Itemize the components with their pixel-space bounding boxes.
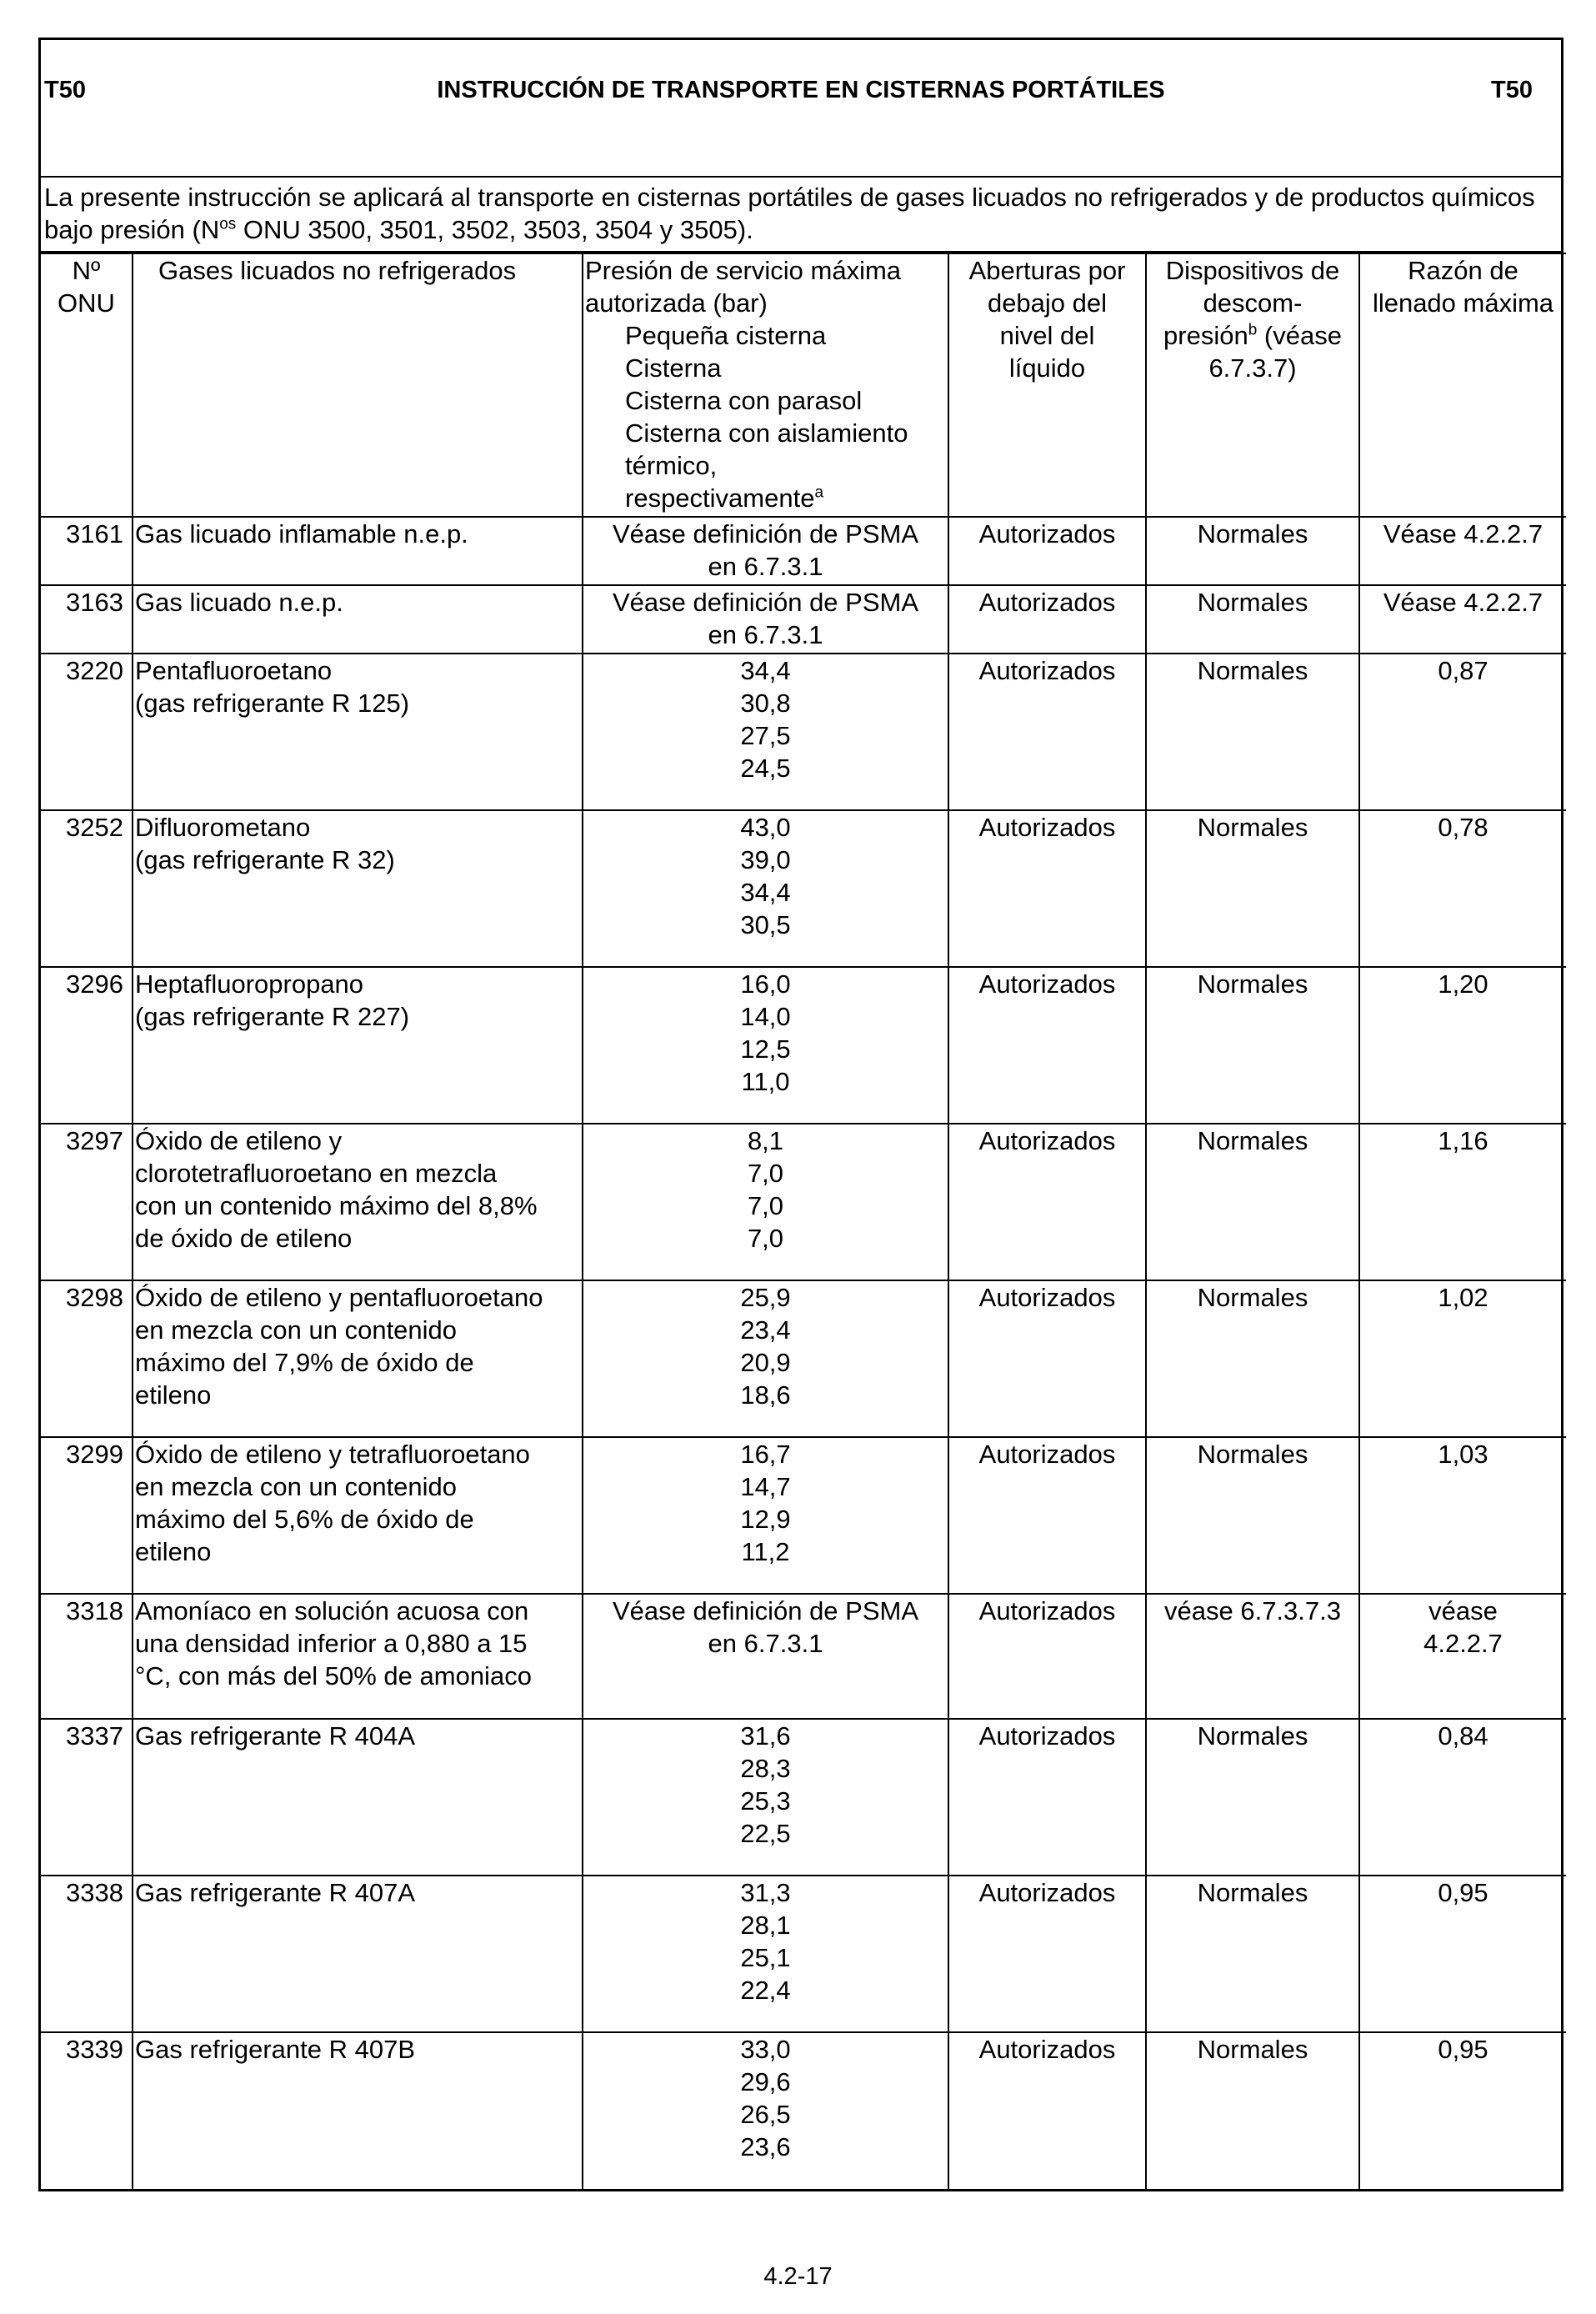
filling-ratio-value: 0,78: [1438, 813, 1488, 842]
un-number-cell: [41, 585, 133, 654]
gas-name-line: con un contenido máximo del 8,8%: [135, 1191, 538, 1220]
un-number-cell: [41, 810, 133, 967]
intro-paragraph: [41, 178, 1561, 253]
table-row: [41, 585, 1566, 654]
gas-name-line: máximo del 7,9% de óxido de: [135, 1348, 474, 1377]
relief-value: Normales: [1197, 519, 1308, 548]
gas-name-line: etileno: [135, 1537, 212, 1566]
relief-line3: [1148, 319, 1357, 352]
pressure-sub-sunshield: Cisterna con parasol: [625, 386, 863, 415]
openings-cell: [948, 1876, 1146, 2032]
relief-cell: [1146, 1124, 1359, 1280]
pressure-cell: [583, 654, 948, 810]
gas-name-line: Gas licuado n.e.p.: [135, 588, 343, 617]
relief-value: Normales: [1197, 1721, 1308, 1751]
gas-name-line: en mezcla con un contenido: [135, 1315, 458, 1345]
gas-name-line: Pentafluoroetano: [135, 656, 333, 685]
document-header: [41, 40, 1561, 178]
gas-name-cell: [133, 1437, 583, 1594]
un-number: 3163: [66, 588, 123, 617]
pressure-cell: [583, 1437, 948, 1594]
openings-line3: nivel del: [999, 321, 1095, 350]
un-number: 3299: [66, 1440, 123, 1469]
table-row: [41, 1594, 1566, 1719]
gas-name-line: °C, con más del 50% de amoniaco: [135, 1661, 532, 1690]
pressure-value: 7,0: [747, 1191, 784, 1220]
pressure-value: 16,7: [740, 1440, 791, 1469]
pressure-value: 30,8: [740, 689, 791, 718]
pressure-value: en 6.7.3.1: [708, 620, 823, 649]
pressure-value: 14,0: [740, 1002, 791, 1031]
un-number: 3297: [66, 1126, 123, 1155]
gas-name-line: Amoníaco en solución acuosa con: [135, 1596, 529, 1625]
gas-name-cell: [133, 2032, 583, 2189]
gas-name-line: Óxido de etileno y tetrafluoroetano: [135, 1440, 530, 1469]
pressure-value: 33,0: [740, 2035, 791, 2064]
pressure-value: 7,0: [747, 1159, 784, 1188]
page-number: 4.2-17: [763, 2263, 833, 2290]
gas-name-line: Difluorometano: [135, 813, 311, 842]
fill-line1: Razón de: [1408, 256, 1518, 285]
pressure-value: 23,6: [740, 2132, 791, 2161]
relief-line1: Dispositivos de: [1165, 256, 1340, 285]
pressure-value: 22,5: [740, 1819, 791, 1848]
openings-value: Autorizados: [978, 1283, 1116, 1312]
openings-value: Autorizados: [978, 519, 1116, 548]
un-number-cell: [41, 1437, 133, 1594]
gas-name-cell: [133, 1594, 583, 1719]
un-number: 3296: [66, 969, 123, 999]
pressure-cell: [583, 1594, 948, 1719]
relief-cell: [1146, 1594, 1359, 1719]
pressure-value: 8,1: [747, 1126, 784, 1155]
relief-cell: [1146, 2032, 1359, 2189]
filling-ratio-value: 1,02: [1438, 1283, 1488, 1312]
un-number-cell: [41, 967, 133, 1124]
relief-value: Normales: [1197, 656, 1308, 685]
gas-name-line: (gas refrigerante R 32): [135, 845, 395, 874]
pressure-value: 25,9: [740, 1283, 791, 1312]
instruction-code-left: T50: [44, 77, 86, 103]
gas-name-cell: [133, 810, 583, 967]
relief-value: Normales: [1197, 1878, 1308, 1907]
relief-value: Normales: [1197, 1440, 1308, 1469]
instruction-code-right: T50: [1491, 77, 1533, 103]
filling-ratio-value: 1,20: [1438, 969, 1488, 999]
pressure-value: 26,5: [740, 2100, 791, 2129]
un-number: 3337: [66, 1721, 123, 1751]
col-header-pressure: [583, 253, 948, 517]
gas-name-line: clorotetrafluoroetano en mezcla: [135, 1159, 498, 1188]
openings-cell: [948, 2032, 1146, 2189]
un-number: 3252: [66, 813, 123, 842]
openings-cell: [948, 517, 1146, 585]
openings-value: Autorizados: [978, 1126, 1116, 1155]
relief-value: Normales: [1197, 1283, 1308, 1312]
openings-cell: [948, 654, 1146, 810]
pressure-value: 34,4: [740, 878, 791, 907]
pressure-cell: [583, 517, 948, 585]
table-row: [41, 810, 1566, 967]
openings-cell: [948, 1594, 1146, 1719]
gas-name-cell: [133, 1876, 583, 2032]
un-number: 3298: [66, 1283, 123, 1312]
pressure-value: 22,4: [740, 1976, 791, 2005]
filling-ratio-cell: [1359, 585, 1566, 654]
relief-cell: [1146, 654, 1359, 810]
relief-cell: [1146, 967, 1359, 1124]
col-header-openings: [948, 253, 1146, 517]
openings-cell: [948, 1437, 1146, 1594]
table-row: [41, 1437, 1566, 1594]
pressure-cell: [583, 1124, 948, 1280]
un-number-cell: [41, 654, 133, 810]
relief-line2: descom-: [1203, 288, 1303, 318]
filling-ratio-cell: [1359, 1437, 1566, 1594]
relief-line3-sup: b: [1248, 321, 1258, 339]
col-header-un-line2: ONU: [58, 288, 115, 318]
pressure-value: 12,9: [740, 1505, 791, 1534]
table-row: [41, 1280, 1566, 1437]
pressure-value: Véase definición de PSMA: [612, 588, 919, 617]
filling-ratio-value: Véase 4.2.2.7: [1383, 519, 1543, 548]
openings-value: Autorizados: [978, 1440, 1116, 1469]
filling-ratio-cell: [1359, 1124, 1566, 1280]
relief-value: Normales: [1197, 813, 1308, 842]
pressure-value: 18,6: [740, 1380, 791, 1410]
pressure-cell: [583, 585, 948, 654]
pressure-cell: [583, 2032, 948, 2189]
intro-text-after: ONU 3500, 3501, 3502, 3503, 3504 y 3505).: [236, 215, 753, 244]
gas-name-line: Gas refrigerante R 404A: [135, 1721, 416, 1751]
filling-ratio-cell: [1359, 1719, 1566, 1876]
gas-name-cell: [133, 517, 583, 585]
pressure-cell: [583, 967, 948, 1124]
table-row: [41, 517, 1566, 585]
instruction-document: [38, 38, 1563, 2191]
pressure-value: 39,0: [740, 845, 791, 874]
filling-ratio-cell: [1359, 1876, 1566, 2032]
relief-value: Normales: [1197, 969, 1308, 999]
pressure-cell: [583, 1280, 948, 1437]
pressure-cell: [583, 1876, 948, 2032]
pressure-sub-thermal: térmico,: [625, 451, 718, 480]
filling-ratio-value: 4.2.2.7: [1423, 1629, 1503, 1658]
filling-ratio-value: Véase 4.2.2.7: [1383, 588, 1543, 617]
filling-ratio-cell: [1359, 654, 1566, 810]
relief-cell: [1146, 810, 1359, 967]
intro-superscript: os: [219, 215, 237, 233]
relief-value: véase 6.7.3.7.3: [1164, 1596, 1341, 1625]
pressure-value: 16,0: [740, 969, 791, 999]
pressure-value: Véase definición de PSMA: [612, 1596, 919, 1625]
gas-name-line: de óxido de etileno: [135, 1224, 353, 1253]
pressure-value: 11,0: [741, 1067, 790, 1096]
un-number-cell: [41, 2032, 133, 2189]
gas-name-line: Gas refrigerante R 407B: [135, 2035, 416, 2064]
relief-cell: [1146, 1280, 1359, 1437]
gas-name-cell: [133, 967, 583, 1124]
pressure-last-text: respectivamente: [625, 483, 815, 513]
filling-ratio-value: 0,95: [1438, 1878, 1488, 1907]
table-header-row: [41, 253, 1566, 517]
openings-value: Autorizados: [978, 656, 1116, 685]
filling-ratio-cell: [1359, 517, 1566, 585]
openings-value: Autorizados: [978, 969, 1116, 999]
gas-name-line: (gas refrigerante R 227): [135, 1002, 410, 1031]
pressure-cell: [583, 1719, 948, 1876]
un-number: 3318: [66, 1596, 123, 1625]
document-title: INSTRUCCIÓN DE TRANSPORTE EN CISTERNAS PORTÁTILES: [437, 77, 1165, 103]
relief-line3-post: (véase: [1257, 321, 1342, 350]
pressure-value: 7,0: [747, 1224, 784, 1253]
pressure-sub-insulated: Cisterna con aislamiento: [625, 418, 908, 448]
openings-cell: [948, 810, 1146, 967]
fill-line2: llenado máxima: [1372, 288, 1554, 318]
un-number-cell: [41, 1124, 133, 1280]
gas-name-cell: [133, 1124, 583, 1280]
col-header-relief: [1146, 253, 1359, 517]
filling-ratio-value: 0,95: [1438, 2035, 1488, 2064]
pressure-sub-small-tank: Pequeña cisterna: [625, 321, 827, 350]
openings-value: Autorizados: [978, 588, 1116, 617]
un-number-cell: [41, 517, 133, 585]
pressure-sub-tank: Cisterna: [625, 353, 722, 383]
pressure-value: en 6.7.3.1: [708, 1629, 823, 1658]
gas-name-line: máximo del 5,6% de óxido de: [135, 1505, 474, 1534]
col-header-pressure-subitems: [585, 319, 946, 514]
pressure-value: 27,5: [740, 721, 791, 750]
relief-cell: [1146, 1876, 1359, 2032]
gas-name-line: Gas licuado inflamable n.e.p.: [135, 519, 468, 548]
filling-ratio-value: 1,16: [1438, 1126, 1488, 1155]
table-row: [41, 967, 1566, 1124]
relief-value: Normales: [1197, 1126, 1308, 1155]
gas-name-line: (gas refrigerante R 125): [135, 689, 410, 718]
pressure-value: 23,4: [740, 1315, 791, 1345]
pressure-value: 28,1: [740, 1911, 791, 1940]
openings-cell: [948, 585, 1146, 654]
filling-ratio-cell: [1359, 810, 1566, 967]
openings-value: Autorizados: [978, 1878, 1116, 1907]
openings-line4: líquido: [1008, 353, 1086, 383]
un-number: 3220: [66, 656, 123, 685]
relief-line3-pre: presión: [1163, 321, 1248, 350]
table-row: [41, 2032, 1566, 2189]
openings-line1: Aberturas por: [968, 256, 1126, 285]
openings-cell: [948, 967, 1146, 1124]
gas-name-cell: [133, 1280, 583, 1437]
gas-name-cell: [133, 585, 583, 654]
table-body: [41, 517, 1566, 2189]
un-number-cell: [41, 1594, 133, 1719]
filling-ratio-value: 0,84: [1438, 1721, 1488, 1751]
pressure-value: 31,3: [740, 1878, 791, 1907]
relief-value: Normales: [1197, 588, 1308, 617]
filling-ratio-value: véase: [1428, 1596, 1498, 1625]
pressure-value: 14,7: [740, 1472, 791, 1501]
filling-ratio-value: 1,03: [1438, 1440, 1488, 1469]
gas-name-line: una densidad inferior a 0,880 a 15: [135, 1629, 528, 1658]
gas-name-line: Gas refrigerante R 407A: [135, 1878, 416, 1907]
table-row: [41, 1876, 1566, 2032]
pressure-value: 25,3: [740, 1786, 791, 1816]
gas-name-line: Heptafluoropropano: [135, 969, 364, 999]
filling-ratio-value: 0,87: [1438, 656, 1488, 685]
gases-table: [41, 253, 1566, 2189]
gas-name-line: etileno: [135, 1380, 212, 1410]
gas-name-line: Óxido de etileno y: [135, 1126, 343, 1155]
un-number: 3339: [66, 2035, 123, 2064]
openings-line2: debajo del: [987, 288, 1108, 318]
un-number-cell: [41, 1719, 133, 1876]
gas-name-cell: [133, 1719, 583, 1876]
pressure-cell: [583, 810, 948, 967]
openings-value: Autorizados: [978, 813, 1116, 842]
un-number-cell: [41, 1876, 133, 2032]
pressure-value: 20,9: [740, 1348, 791, 1377]
openings-cell: [948, 1280, 1146, 1437]
relief-cell: [1146, 585, 1359, 654]
gas-name-cell: [133, 654, 583, 810]
pressure-value: 25,1: [740, 1943, 791, 1972]
pressure-value: 31,6: [740, 1721, 791, 1751]
pressure-value: en 6.7.3.1: [708, 552, 823, 581]
pressure-value: 29,6: [740, 2067, 791, 2096]
openings-value: Autorizados: [978, 1596, 1116, 1625]
pressure-value: Véase definición de PSMA: [612, 519, 919, 548]
relief-cell: [1146, 1437, 1359, 1594]
pressure-value: 12,5: [740, 1034, 791, 1064]
table-row: [41, 654, 1566, 810]
openings-value: Autorizados: [978, 1721, 1116, 1751]
table-row: [41, 1719, 1566, 1876]
un-number: 3161: [66, 519, 123, 548]
pressure-value: 24,5: [740, 754, 791, 783]
pressure-value: 11,2: [741, 1537, 790, 1566]
col-header-un-line1: Nº: [72, 256, 101, 285]
col-header-pressure-line2: autorizada (bar): [585, 288, 768, 318]
col-header-un-number: [41, 253, 133, 517]
table-row: [41, 1124, 1566, 1280]
pressure-value: 34,4: [740, 656, 791, 685]
un-number-cell: [41, 1280, 133, 1437]
un-number: 3338: [66, 1878, 123, 1907]
filling-ratio-cell: [1359, 1594, 1566, 1719]
pressure-sub-respectively: [625, 482, 946, 514]
filling-ratio-cell: [1359, 2032, 1566, 2189]
relief-cell: [1146, 1719, 1359, 1876]
gas-name-line: en mezcla con un contenido: [135, 1472, 458, 1501]
relief-cell: [1146, 517, 1359, 585]
openings-value: Autorizados: [978, 2035, 1116, 2064]
intro-text-before: La presente instrucción se aplicará al transporte en cisternas portátiles de gases licuados no refrigerados y de productos químicos bajo presión (N: [44, 183, 1535, 244]
openings-cell: [948, 1124, 1146, 1280]
pressure-value: 30,5: [740, 910, 791, 939]
pressure-value: 43,0: [740, 813, 791, 842]
col-header-filling-ratio: [1359, 253, 1566, 517]
pressure-last-sup: a: [814, 483, 824, 502]
relief-line4: 6.7.3.7): [1208, 353, 1297, 383]
pressure-value: 28,3: [740, 1754, 791, 1783]
filling-ratio-cell: [1359, 967, 1566, 1124]
col-header-pressure-line1: Presión de servicio máxima: [585, 256, 902, 285]
filling-ratio-cell: [1359, 1280, 1566, 1437]
relief-value: Normales: [1197, 2035, 1308, 2064]
col-header-gases: Gases licuados no refrigerados: [133, 253, 583, 517]
gas-name-line: Óxido de etileno y pentafluoroetano: [135, 1283, 543, 1312]
openings-cell: [948, 1719, 1146, 1876]
